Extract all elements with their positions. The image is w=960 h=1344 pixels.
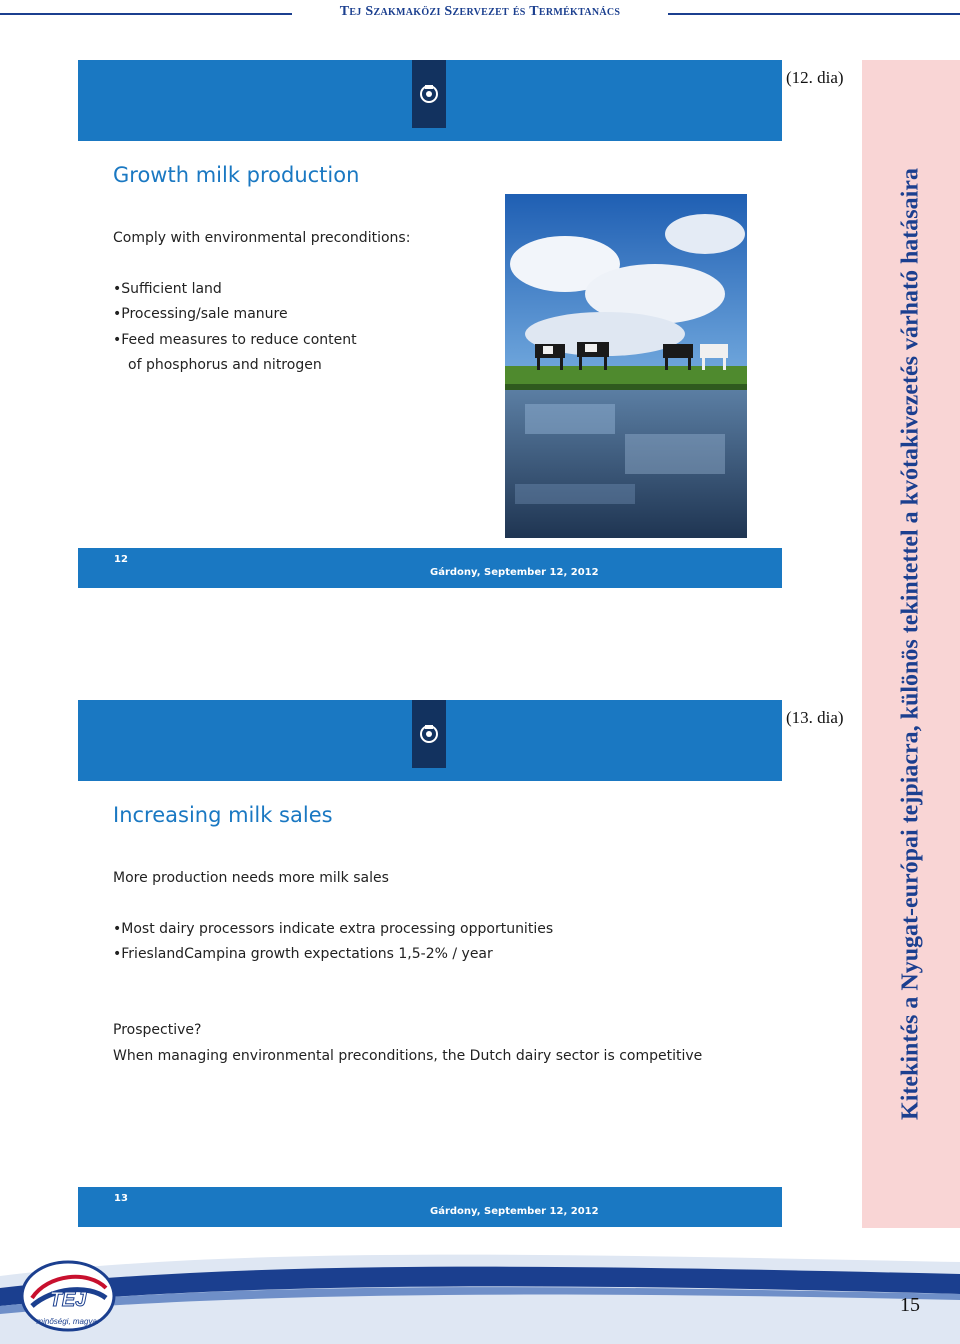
slide-date: Gárdony, September 12, 2012 xyxy=(430,567,599,578)
page-number: 15 xyxy=(900,1294,920,1316)
slide-bullet: •Processing/sale manure xyxy=(113,306,288,322)
slide-bottom-bar xyxy=(78,1187,782,1227)
slide-date: Gárdony, September 12, 2012 xyxy=(430,1206,599,1217)
slide-caption: (12. dia) xyxy=(786,68,844,87)
page-header xyxy=(0,0,960,28)
slide-bullet: •Feed measures to reduce content xyxy=(113,332,357,348)
slide-bullet: •FrieslandCampina growth expectations 1,5-2% / year xyxy=(113,946,493,962)
logo-subtext: minőségi, magyar xyxy=(36,1317,100,1326)
slide-13 xyxy=(78,700,782,1228)
slide-bullet-continued: of phosphorus and nitrogen xyxy=(128,357,322,373)
side-title: Kitekintés a Nyugat-európai tejpiacra, különös tekintettel a kvótakivezetés várható hatásaira xyxy=(897,168,924,1120)
slide-title: Growth milk production xyxy=(113,163,360,187)
slide-caption: (13. dia) xyxy=(786,708,844,727)
slide-title: Increasing milk sales xyxy=(113,803,333,827)
slide-intro: Comply with environmental preconditions: xyxy=(113,230,411,246)
footer-wave-graphic xyxy=(0,1236,960,1344)
slide-number: 13 xyxy=(114,1193,128,1204)
side-title-band xyxy=(862,60,960,1228)
slide-bottom-bar xyxy=(78,548,782,588)
cows-by-water-photo xyxy=(505,194,747,538)
crest-icon xyxy=(412,700,446,768)
tej-logo xyxy=(18,1254,118,1336)
slide-12 xyxy=(78,60,782,588)
slide-number: 12 xyxy=(114,554,128,565)
header-rule-right xyxy=(668,13,960,15)
header-rule-left xyxy=(0,13,292,15)
logo-text: TEJ xyxy=(49,1289,87,1311)
slide-prospective-label: Prospective? xyxy=(113,1022,202,1038)
page-footer xyxy=(0,1236,960,1344)
slide-intro: More production needs more milk sales xyxy=(113,870,389,886)
crest-icon xyxy=(412,60,446,128)
header-title: Tej Szakmaközi Szervezet és Terméktanács xyxy=(339,4,621,19)
slide-bullet: •Most dairy processors indicate extra processing opportunities xyxy=(113,921,554,937)
slide-prospective-text: When managing environmental preconditions, the Dutch dairy sector is competitive xyxy=(113,1048,703,1064)
slide-bullet: •Sufficient land xyxy=(113,281,222,297)
